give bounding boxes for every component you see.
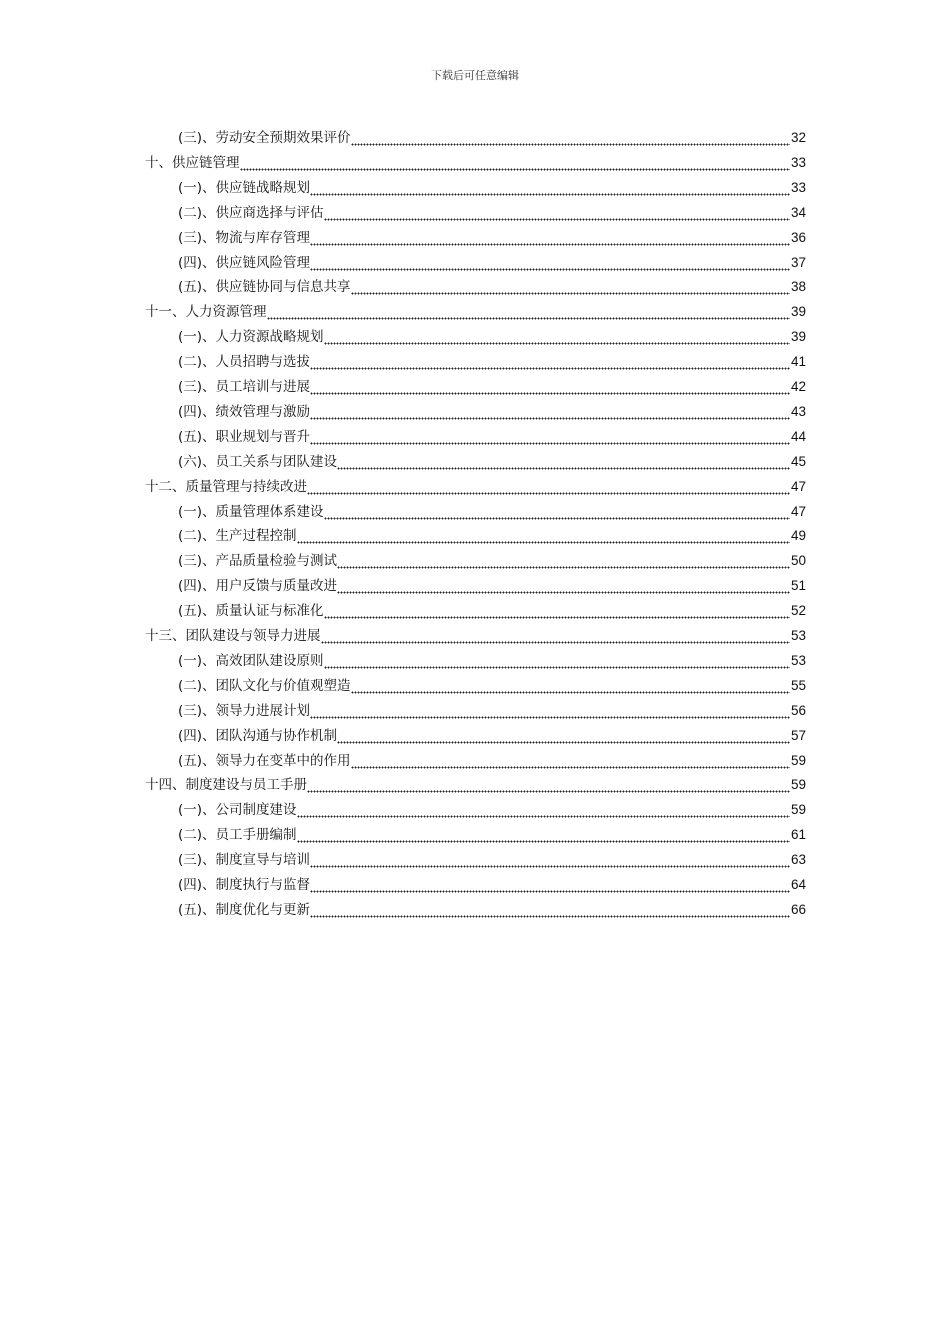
toc-dot-leader: [321, 626, 790, 646]
toc-entry-page-number: 63: [790, 852, 806, 868]
toc-entry-page-number: 33: [790, 179, 806, 195]
toc-dot-leader: [351, 277, 790, 297]
toc-entry-page-number: 33: [790, 154, 806, 170]
toc-entry-page-number: 39: [790, 329, 806, 345]
toc-section-entry[interactable]: [178, 873, 806, 895]
toc-section-entry[interactable]: [178, 275, 806, 297]
toc-dot-leader: [307, 477, 790, 497]
toc-section-entry[interactable]: [178, 201, 806, 223]
toc-entry-title: 十二、质量管理与持续改进: [145, 478, 307, 495]
toc-dot-leader: [310, 701, 790, 721]
toc-entry-page-number: 61: [790, 827, 806, 843]
toc-dot-leader: [307, 775, 790, 795]
toc-dot-leader: [310, 900, 790, 920]
toc-dot-leader: [337, 551, 790, 571]
toc-section-entry[interactable]: [178, 524, 806, 546]
toc-dot-leader: [324, 203, 790, 223]
toc-entry-page-number: 36: [790, 229, 806, 245]
toc-section-entry[interactable]: [178, 848, 806, 870]
toc-entry-title: (二)、人员招聘与选拔: [178, 354, 311, 371]
toc-entry-title: (二)、生产过程控制: [178, 528, 297, 545]
toc-entry-title: (一)、公司制度建设: [178, 802, 297, 819]
toc-section-entry[interactable]: [178, 649, 806, 671]
toc-dot-leader: [324, 601, 790, 621]
toc-section-entry[interactable]: [178, 425, 806, 447]
toc-entry-title: (四)、供应链风险管理: [178, 254, 311, 271]
toc-section-entry[interactable]: [178, 126, 806, 148]
page-header: 下载后可任意编辑: [431, 69, 519, 82]
toc-dot-leader: [351, 751, 790, 771]
toc-entry-page-number: 42: [790, 379, 806, 394]
toc-chapter-entry[interactable]: [145, 624, 806, 646]
toc-entry-title: (五)、职业规划与晋升: [178, 428, 311, 445]
toc-entry-title: (二)、员工手册编制: [178, 827, 297, 844]
toc-entry-title: 十三、团队建设与领导力进展: [145, 628, 321, 644]
toc-section-entry[interactable]: [178, 375, 806, 397]
toc-entry-title: (三)、产品质量检验与测试: [178, 553, 338, 570]
toc-entry-page-number: 47: [790, 478, 806, 494]
toc-entry-title: 十四、制度建设与员工手册: [145, 777, 307, 794]
toc-section-entry[interactable]: [178, 500, 806, 522]
toc-entry-title: (四)、团队沟通与协作机制: [178, 727, 338, 744]
toc-entry-title: (四)、绩效管理与激励: [178, 403, 311, 420]
toc-entry-title: (三)、劳动安全预期效果评价: [178, 130, 351, 146]
toc-dot-leader: [337, 576, 790, 596]
toc-entry-title: (五)、供应链协同与信息共享: [178, 279, 351, 296]
toc-section-entry[interactable]: [178, 798, 806, 820]
toc-entry-page-number: 55: [790, 677, 806, 693]
toc-entry-title: (六)、员工关系与团队建设: [178, 453, 338, 470]
toc-section-entry[interactable]: [178, 251, 806, 273]
toc-section-entry[interactable]: [178, 724, 806, 746]
toc-entry-title: (二)、供应商选择与评估: [178, 204, 324, 221]
toc-section-entry[interactable]: [178, 699, 806, 721]
toc-section-entry[interactable]: [178, 226, 806, 248]
toc-section-entry[interactable]: [178, 599, 806, 621]
toc-entry-title: (五)、制度优化与更新: [178, 901, 311, 918]
toc-dot-leader: [337, 726, 790, 746]
toc-dot-leader: [310, 377, 790, 397]
toc-section-entry[interactable]: [178, 898, 806, 920]
toc-entry-page-number: 34: [790, 204, 806, 220]
toc-entry-page-number: 57: [790, 727, 806, 743]
toc-chapter-entry[interactable]: [145, 475, 806, 497]
toc-entry-page-number: 32: [790, 130, 806, 145]
toc-entry-page-number: 47: [790, 503, 806, 519]
toc-dot-leader: [310, 352, 790, 372]
toc-entry-page-number: 53: [790, 652, 806, 668]
toc-entry-title: (四)、制度执行与监督: [178, 877, 311, 893]
toc-dot-leader: [351, 128, 790, 148]
toc-entry-page-number: 41: [790, 354, 806, 370]
toc-entry-page-number: 38: [790, 279, 806, 295]
toc-entry-title: 十一、人力资源管理: [145, 304, 267, 321]
toc-dot-leader: [324, 651, 790, 671]
toc-section-entry[interactable]: [178, 574, 806, 596]
toc-entry-page-number: 45: [790, 453, 806, 469]
toc-chapter-entry[interactable]: [145, 300, 806, 322]
toc-entry-title: (五)、质量认证与标准化: [178, 603, 324, 620]
toc-entry-title: (三)、员工培训与进展: [178, 379, 311, 395]
toc-section-entry[interactable]: [178, 176, 806, 198]
toc-dot-leader: [310, 427, 790, 447]
toc-entry-title: (一)、质量管理体系建设: [178, 503, 324, 520]
toc-chapter-entry[interactable]: [145, 773, 806, 795]
toc-entry-title: (四)、用户反馈与质量改进: [178, 578, 338, 595]
toc-entry-title: (三)、制度宣导与培训: [178, 852, 311, 869]
toc-entry-page-number: 59: [790, 752, 806, 768]
toc-dot-leader: [240, 153, 790, 173]
toc-entry-page-number: 59: [790, 777, 806, 793]
toc-entry-page-number: 50: [790, 553, 806, 569]
toc-entry-title: (一)、高效团队建设原则: [178, 652, 324, 669]
toc-entry-page-number: 66: [790, 901, 806, 917]
toc-entry-title: 十、供应链管理: [145, 154, 240, 171]
toc-entry-title: (三)、物流与库存管理: [178, 229, 311, 246]
toc-section-entry[interactable]: [178, 549, 806, 571]
toc-entry-page-number: 52: [790, 603, 806, 619]
toc-entry-page-number: 43: [790, 403, 806, 419]
toc-dot-leader: [267, 302, 790, 322]
toc-dot-leader: [310, 178, 790, 198]
toc-entry-page-number: 51: [790, 578, 806, 594]
toc-dot-leader: [310, 402, 790, 422]
toc-entry-title: (三)、领导力进展计划: [178, 702, 311, 719]
toc-section-entry[interactable]: [178, 400, 806, 422]
toc-entry-page-number: 44: [790, 428, 806, 444]
toc-entry-page-number: 53: [790, 628, 806, 643]
toc-entry-page-number: 39: [790, 304, 806, 320]
toc-entry-page-number: 59: [790, 802, 806, 818]
toc-section-entry[interactable]: [178, 749, 806, 771]
toc-entry-title: (二)、团队文化与价值观塑造: [178, 677, 351, 694]
toc-section-entry[interactable]: [178, 350, 806, 372]
toc-section-entry[interactable]: [178, 823, 806, 845]
toc-section-entry[interactable]: [178, 450, 806, 472]
toc-entry-page-number: 37: [790, 254, 806, 270]
toc-dot-leader: [297, 800, 790, 820]
toc-entry-title: (五)、领导力在变革中的作用: [178, 752, 351, 769]
toc-dot-leader: [297, 825, 790, 845]
toc-dot-leader: [337, 452, 790, 472]
toc-section-entry[interactable]: [178, 674, 806, 696]
toc-dot-leader: [310, 850, 790, 870]
toc-dot-leader: [310, 228, 790, 248]
toc-entry-title: (一)、人力资源战略规划: [178, 329, 324, 346]
toc-section-entry[interactable]: [178, 325, 806, 347]
toc-dot-leader: [310, 253, 790, 273]
toc-entry-page-number: 56: [790, 702, 806, 718]
toc-dot-leader: [324, 327, 790, 347]
toc-dot-leader: [351, 676, 790, 696]
toc-entry-page-number: 64: [790, 877, 806, 892]
toc-dot-leader: [324, 502, 790, 522]
toc-entry-page-number: 49: [790, 528, 806, 544]
toc-entry-title: (一)、供应链战略规划: [178, 179, 311, 196]
toc-dot-leader: [297, 526, 790, 546]
toc-dot-leader: [310, 875, 790, 895]
toc-chapter-entry[interactable]: [145, 151, 806, 173]
